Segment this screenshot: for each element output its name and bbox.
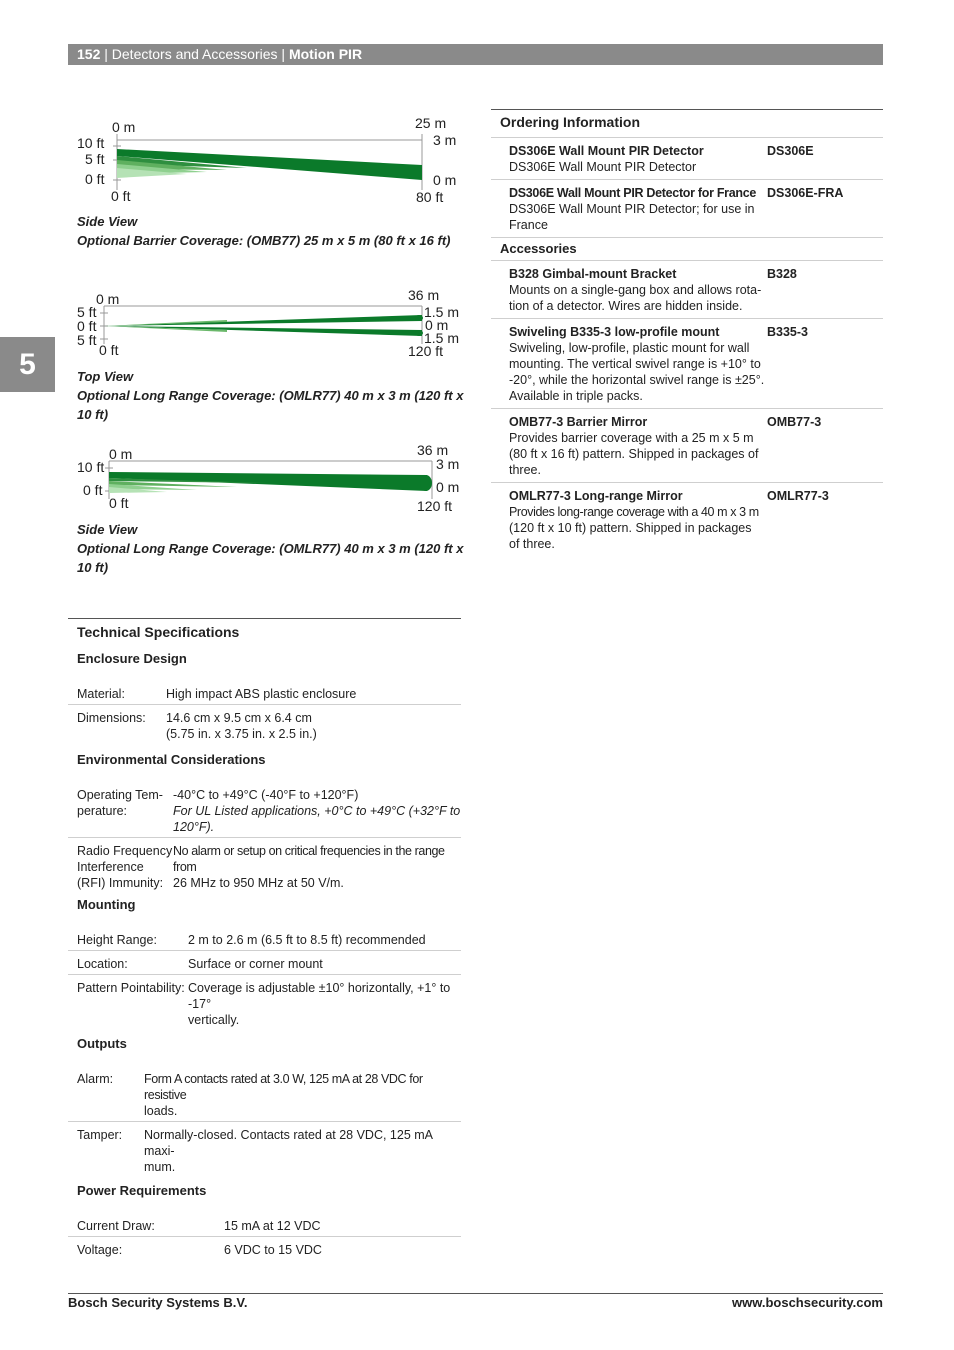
power-heading: Power Requirements bbox=[77, 1183, 207, 1198]
spec-material: Material: High impact ABS plastic enclosure bbox=[68, 681, 461, 705]
label-left-2: 0 ft bbox=[83, 482, 103, 498]
label-left-2: 0 ft bbox=[77, 318, 97, 334]
footer-website[interactable]: www.boschsecurity.com bbox=[732, 1295, 883, 1310]
spec-tamper: Tamper: Normally-closed. Contacts rated at 28 VDC, 125 mA maxi- mum. bbox=[77, 1128, 433, 1174]
label-top-left: 0 m bbox=[109, 446, 133, 462]
diagram-1-caption bbox=[77, 212, 467, 250]
caption-text: Optional Barrier Coverage: (OMB77) 25 m x 5 m (80 ft x 16 ft) bbox=[77, 233, 451, 248]
label-left-2: 5 ft bbox=[85, 151, 105, 167]
label-bottom-right: 80 ft bbox=[416, 189, 444, 205]
order-code: B335-3 bbox=[767, 325, 808, 339]
order-code: B328 bbox=[767, 267, 797, 281]
long-range-side-view-diagram bbox=[77, 441, 467, 522]
view-label: Top View bbox=[77, 369, 134, 384]
label-right-2: 0 m bbox=[425, 317, 449, 333]
spec-dimensions: Dimensions: 14.6 cm x 9.5 cm x 6.4 cm (5.75 in. x 3.75 in. x 2.5 in.) bbox=[77, 711, 317, 741]
view-label: Side View bbox=[77, 214, 138, 229]
tech-spec-title: Technical Specifications bbox=[77, 624, 240, 640]
spec-location: Location: Surface or corner mount bbox=[68, 951, 461, 975]
view-label: Side View bbox=[77, 522, 138, 537]
spec-voltage: Voltage: 6 VDC to 15 VDC bbox=[77, 1243, 322, 1257]
label-right-2: 0 m bbox=[436, 479, 460, 495]
chapter-tab: 5 bbox=[0, 337, 55, 392]
label-left-1: 10 ft bbox=[77, 459, 105, 475]
label-right-3: 1.5 m bbox=[424, 330, 460, 346]
label-bottom-right: 120 ft bbox=[417, 498, 453, 514]
label-right-2: 0 m bbox=[433, 172, 457, 188]
label-right-1: 3 m bbox=[436, 456, 460, 472]
spec-alarm: Alarm: Form A contacts rated at 3.0 W, 125 mA at 28 VDC for resistive loads. bbox=[68, 1066, 461, 1122]
enclosure-heading: Enclosure Design bbox=[77, 651, 187, 666]
page-header: 152 | Detectors and Accessories | Motion PIR bbox=[68, 44, 883, 65]
caption-text: Optional Long Range Coverage: (OMLR77) 40 m x 3 m (120 ft x 10 ft) bbox=[77, 541, 464, 575]
label-top-right: 25 m bbox=[415, 115, 447, 131]
accessory-item: OMLR77-3 Long-range Mirror Provides long-range coverage with a 40 m x 3 m (120 ft x 10 ft) pattern. Shipped in packages of three. OMLR77-3 bbox=[509, 489, 829, 551]
diagram-2-caption bbox=[77, 367, 467, 424]
spec-rfi-immunity: Radio Frequency Interference (RFI) Immunity: No alarm or setup on critical frequencies in the range from 26 MHz to 950 MHz at 50 V/m. bbox=[77, 844, 445, 890]
label-bottom-left: 0 ft bbox=[111, 188, 131, 204]
footer-divider bbox=[68, 1293, 883, 1294]
spec-height-range: Height Range: 2 m to 2.6 m (6.5 ft to 8.5 ft) recommended bbox=[68, 927, 461, 951]
barrier-side-view-diagram bbox=[77, 112, 467, 212]
technical-specifications bbox=[68, 618, 461, 1260]
label-top-left: 0 m bbox=[96, 291, 120, 307]
spec-operating-temperature: Operating Tem- perature: -40°C to +49°C (-40°F to +120°F) For UL Listed applications, +0°C to +49°C (+32°F to 120°F). bbox=[68, 782, 461, 838]
label-left-1: 10 ft bbox=[77, 135, 105, 151]
spec-pattern-pointability: Pattern Pointability: Coverage is adjustable ±10° horizontally, +1° to -17° vertically. bbox=[77, 981, 451, 1027]
ordering-title: Ordering Information bbox=[491, 110, 883, 138]
label-bottom-left: 0 ft bbox=[109, 495, 129, 511]
caption-text: Optional Long Range Coverage: (OMLR77) 40 m x 3 m (120 ft x 10 ft) bbox=[77, 388, 464, 422]
label-bottom-left: 0 ft bbox=[99, 342, 119, 358]
label-right-1: 1.5 m bbox=[424, 304, 460, 320]
page-number: 152 bbox=[77, 46, 101, 62]
long-range-top-view-diagram bbox=[77, 286, 467, 369]
label-left-3: 5 ft bbox=[77, 332, 97, 348]
order-item: DS306E Wall Mount PIR Detector DS306E Wall Mount PIR Detector DS306E bbox=[491, 138, 883, 180]
order-code: DS306E bbox=[767, 144, 814, 158]
subsection-title: Motion PIR bbox=[288, 46, 363, 62]
accessory-item: Swiveling B335-3 low-profile mount Swiveling, low-profile, plastic mount for wall mounting. The vertical swivel range is +10° to -20°, while the horizontal swivel range is ±25°. Available in triple packs. B335-3 bbox=[491, 319, 883, 409]
order-code: OMB77-3 bbox=[767, 415, 822, 429]
label-top-left: 0 m bbox=[112, 119, 136, 135]
label-left-1: 5 ft bbox=[77, 304, 97, 320]
order-code: DS306E-FRA bbox=[767, 186, 844, 200]
environmental-heading: Environmental Considerations bbox=[77, 752, 266, 767]
order-code: OMLR77-3 bbox=[767, 489, 829, 503]
label-right-1: 3 m bbox=[433, 132, 457, 148]
label-top-right: 36 m bbox=[408, 287, 440, 303]
footer-company: Bosch Security Systems B.V. bbox=[68, 1295, 248, 1310]
outputs-heading: Outputs bbox=[77, 1036, 127, 1051]
spec-current-draw: Current Draw: 15 mA at 12 VDC bbox=[68, 1213, 461, 1237]
mounting-heading: Mounting bbox=[77, 897, 136, 912]
accessory-item: OMB77-3 Barrier Mirror Provides barrier coverage with a 25 m x 5 m (80 ft x 16 ft) pattern. Shipped in packages of three. OMB77-3 bbox=[491, 409, 883, 483]
diagram-3-caption bbox=[77, 520, 467, 577]
label-top-right: 36 m bbox=[417, 442, 449, 458]
label-left-3: 0 ft bbox=[85, 171, 105, 187]
ordering-information bbox=[491, 109, 883, 556]
accessories-heading: Accessories bbox=[491, 238, 883, 261]
accessory-item: B328 Gimbal-mount Bracket Mounts on a single-gang box and allows rota- tion of a detector. Wires are hidden inside. B328 bbox=[491, 261, 883, 319]
order-item: DS306E Wall Mount PIR Detector for France DS306E Wall Mount PIR Detector; for use in France DS306E-FRA bbox=[491, 180, 883, 238]
section-title: Detectors and Accessories bbox=[111, 46, 278, 62]
label-bottom-right: 120 ft bbox=[408, 343, 444, 359]
